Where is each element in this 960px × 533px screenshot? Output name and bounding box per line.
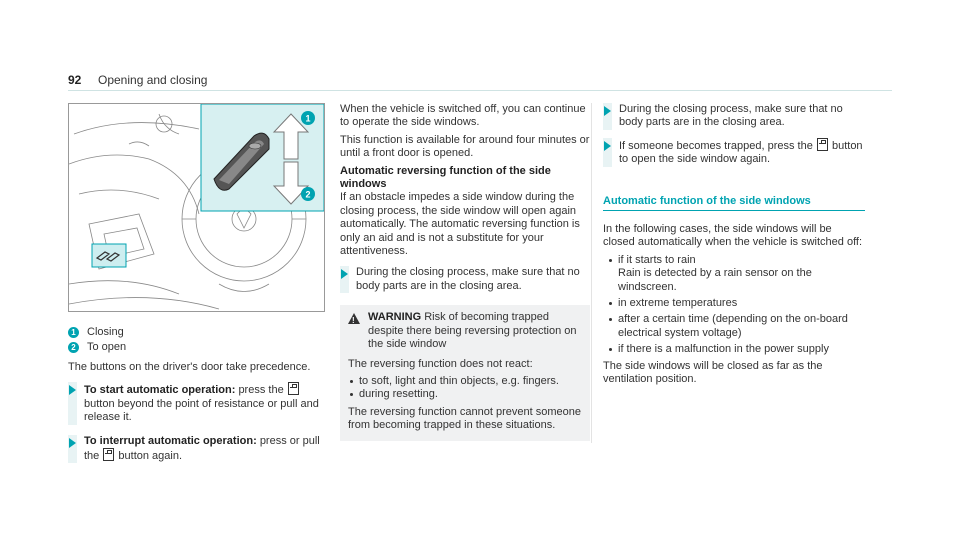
paragraph: If an obstacle impedes a side window during the closing process, the side window will open again automatically. The automatic reversing function is only an aid and is not a substitute for your attentiveness. bbox=[340, 191, 580, 258]
list-item: after a certain time (depending on the on-board electrical system voltage) bbox=[607, 313, 863, 340]
section-title: Automatic function of the side windows bbox=[603, 194, 811, 207]
illustration-window-switch bbox=[68, 103, 325, 312]
window-switch-icon bbox=[103, 448, 114, 461]
paragraph: This function is available for around four minutes or until a front door is opened. bbox=[340, 133, 590, 160]
intro-text: The buttons on the driver's door take precedence. bbox=[68, 361, 311, 373]
warning-box bbox=[340, 305, 590, 440]
legend-item-closing bbox=[68, 325, 328, 340]
legend-label: Closing bbox=[87, 325, 124, 338]
step-someone-trapped: If someone becomes trapped, press the button to open the side window again. bbox=[603, 138, 863, 167]
paragraph: In the following cases, the side windows will be closed automatically when the vehicle is switched off: bbox=[603, 223, 863, 249]
step-arrow-icon bbox=[69, 438, 76, 448]
section-underline bbox=[603, 210, 865, 211]
header-divider bbox=[68, 90, 892, 91]
warning-icon bbox=[348, 313, 360, 324]
step-arrow-icon bbox=[604, 141, 611, 151]
legend-number: 2 bbox=[68, 342, 79, 353]
step-heading: To start automatic operation: bbox=[84, 384, 236, 397]
paragraph: When the vehicle is switched off, you can continue to operate the side windows. bbox=[340, 103, 586, 129]
column-1 bbox=[68, 325, 328, 463]
step-arrow-icon bbox=[69, 385, 76, 395]
legend-label: To open bbox=[87, 340, 127, 353]
callout-2: 2 bbox=[305, 189, 311, 200]
list-item: if there is a malfunction in the power supply bbox=[607, 343, 863, 356]
step-heading: To interrupt automatic operation: bbox=[84, 434, 257, 447]
dashboard-sketch bbox=[69, 104, 324, 311]
warning-label: WARNING bbox=[368, 311, 422, 324]
warning-bullet: during resetting. bbox=[348, 388, 582, 401]
column-3 bbox=[603, 103, 863, 391]
warning-text: The reversing function does not react: bbox=[348, 357, 533, 370]
step-closing-area: During the closing process, make sure that no body parts are in the closing area. bbox=[603, 103, 863, 130]
warning-title: Risk of becoming trapped despite there being reversing protection on the side window bbox=[368, 311, 577, 351]
warning-bullet: to soft, light and thin objects, e.g. fingers. bbox=[348, 375, 582, 388]
step-interrupt-automatic: To interrupt automatic operation: press or pull the button again. bbox=[68, 435, 323, 464]
list-item: if it starts to rain bbox=[607, 254, 863, 267]
section-automatic-function bbox=[603, 195, 863, 211]
step-no-body-parts: During the closing process, make sure that no body parts are in the closing area. bbox=[340, 266, 590, 293]
page-header-title: Opening and closing bbox=[98, 73, 208, 87]
section-heading: Automatic reversing function of the side windows bbox=[340, 164, 551, 191]
legend-item-open bbox=[68, 340, 328, 355]
list-item: in extreme temperatures bbox=[607, 297, 863, 310]
column-2 bbox=[340, 103, 590, 441]
step-arrow-icon bbox=[604, 106, 611, 116]
step-arrow-icon bbox=[341, 269, 348, 279]
paragraph: The side windows will be closed as far as the ventilation position. bbox=[603, 359, 823, 386]
page-number: 92 bbox=[68, 73, 82, 87]
step-start-automatic: To start automatic operation: press the button beyond the point of resistance or pull and release it. bbox=[68, 382, 323, 424]
legend-number: 1 bbox=[68, 327, 79, 338]
callout-1: 1 bbox=[305, 113, 311, 124]
window-switch-icon bbox=[817, 138, 828, 151]
list-item-subtext: Rain is detected by a rain sensor on the windscreen. bbox=[618, 267, 812, 293]
warning-text: The reversing function cannot prevent someone from becoming trapped in these situations. bbox=[348, 405, 581, 432]
column-divider bbox=[591, 103, 592, 443]
window-switch-icon bbox=[288, 382, 299, 395]
